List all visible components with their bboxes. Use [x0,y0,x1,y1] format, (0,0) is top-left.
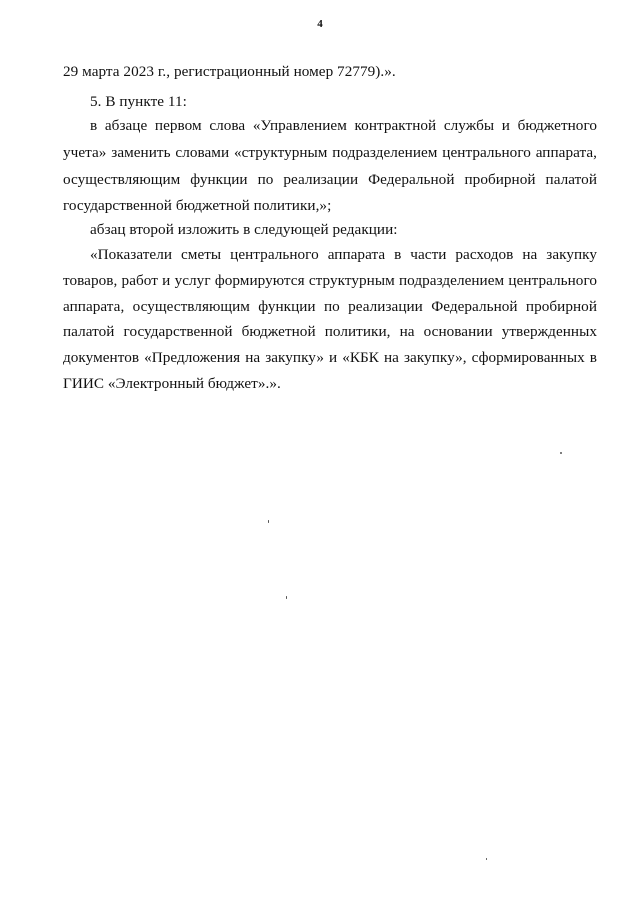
text-line: государственной бюджетной политики,»; [63,197,332,214]
text-line: аппарата, осуществляющим функции по реализации Федеральной пробирной [63,298,597,315]
text-line: в абзаце первом слова «Управлением контрактной службы и бюджетного [90,117,597,134]
text-line: документов «Предложения на закупку» и «КБК на закупку», сформированных в [63,349,597,366]
scan-speck [486,858,487,860]
text-line: палатой государственной бюджетной политики, на основании утвержденных [63,323,597,340]
paragraph-heading-point-11: 5. В пункте 11: [90,93,187,110]
text-line: абзац второй изложить в следующей редакции: [90,221,398,238]
text-line: учета» заменить словами «структурным подразделением центрального аппарата, [63,144,597,161]
text-line-date-registration: 29 марта 2023 г., регистрационный номер 72779).». [63,63,396,80]
scan-speck [560,452,562,454]
page-number: 4 [317,18,323,30]
text-line: ГИИС «Электронный бюджет».». [63,375,281,392]
text-line: «Показатели сметы центрального аппарата в части расходов на закупку [90,246,597,263]
text-line: осуществляющим функции по реализации Федеральной пробирной палатой [63,171,597,188]
text-line: товаров, работ и услуг формируются структурным подразделением центрального [63,272,597,289]
scan-speck [286,596,287,599]
scan-speck [268,520,269,523]
